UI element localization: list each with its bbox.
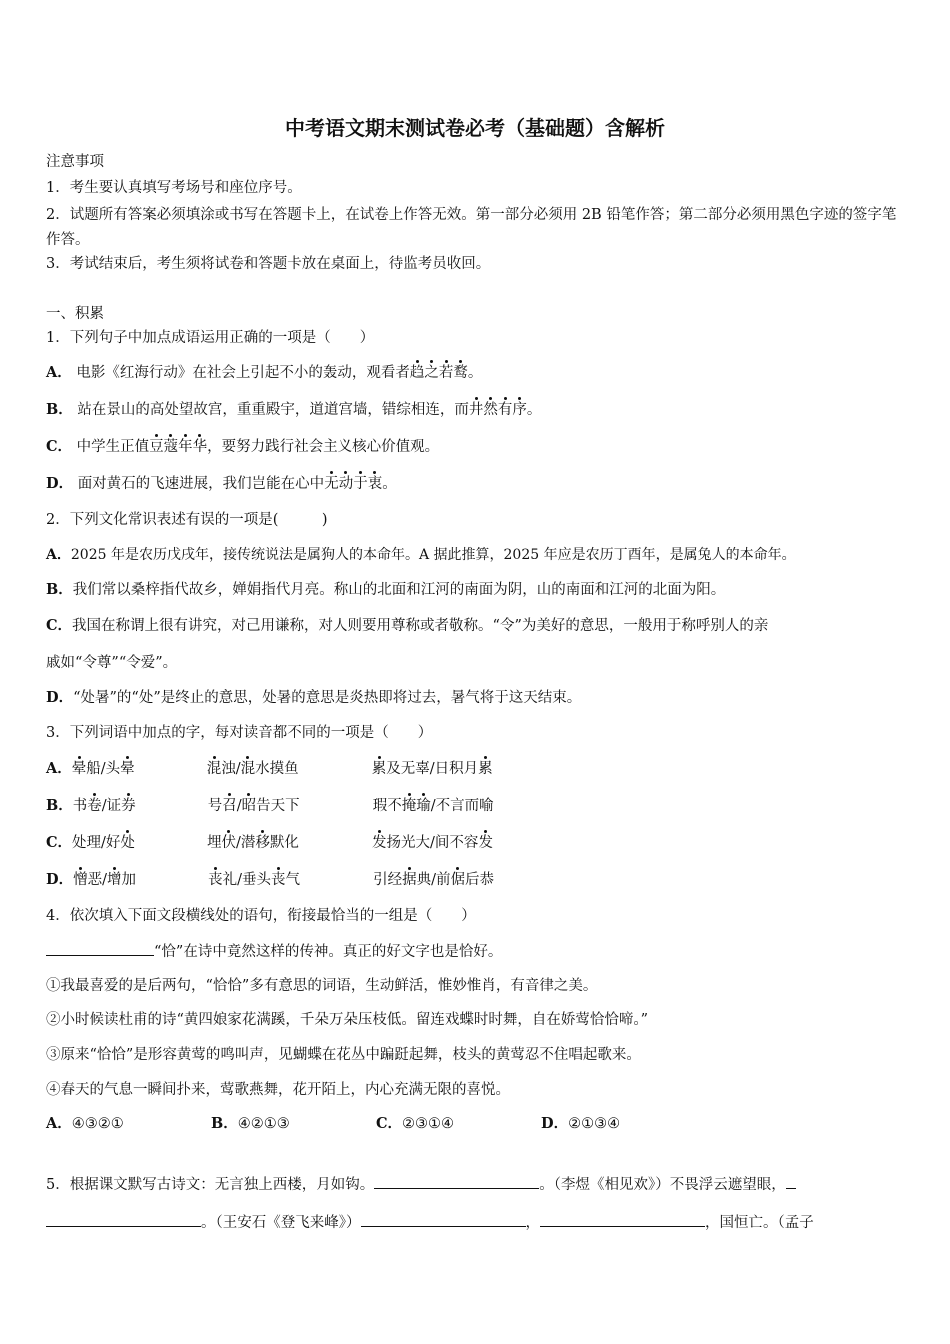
answer-blank[interactable] [540, 1212, 705, 1227]
q4-option-a: A．④③②① [46, 1115, 124, 1132]
q3-option-a: A．晕船/头晕 混浊/混水摸鱼 累及无辜/日积月累 [46, 760, 493, 777]
q4-stem: 4．依次填入下面文段横线处的语句，衔接最恰当的一组是（ ） [46, 908, 476, 924]
q2-option-c: C．我国在称谓上很有讲究，对己用谦称，对人则要用尊称或者敬称。“令”为美好的意思，一般用于称呼别人的亲 [46, 617, 769, 634]
q2-option-a: A．2025 年是农历戊戌年，接传统说法是属狗人的本命年。A 据此推算，2025 年应是农历丁酉年，是属兔人的本命年。 [46, 547, 796, 563]
q4-sentence-3: ③原来“恰恰”是形容黄莺的鸣叫声，见蝴蝶在花丛中蹁跹起舞，枝头的黄莺忍不住唱起歌来。 [46, 1047, 641, 1063]
q2-option-c-cont: 戚如“令尊”“令爱”。 [46, 655, 178, 671]
option-label: D． [46, 475, 74, 492]
notice-heading: 注意事项 [46, 154, 104, 170]
option-label: B． [46, 401, 73, 418]
q5-line-2: 。（王安石《登飞来峰》） ， ，国恒亡。（孟子 [46, 1212, 814, 1233]
q3-option-c: C．处理/好处 埋伏/潜移默化 发扬光大/间不容发 [46, 834, 493, 851]
q2-stem: 2．下列文化常识表述有误的一项是( ) [46, 512, 328, 528]
answer-blank[interactable] [46, 941, 154, 956]
notice-item-2: 2．试题所有答案必须填涂或书写在答题卡上，在试卷上作答无效。第一部分必须用 2B 铅笔作答；第二部分必须用黑色字迹的签字笔作答。 [46, 207, 897, 248]
q1-option-c: C． 中学生正值豆蔻年华，要努力践行社会主义核心价值观。 [46, 438, 440, 455]
page-title: 中考语文期末测试卷必考（基础题）含解析 [285, 116, 665, 140]
q4-options [46, 1114, 706, 1134]
notice-item-3: 3．考试结束后，考生须将试卷和答题卡放在桌面上，待监考员收回。 [46, 256, 491, 272]
option-label: A． [46, 364, 72, 381]
q3-option-b: B．书卷/证券 号召/昭告天下 瑕不掩瑜/不言而喻 [46, 797, 494, 814]
q4-option-c: C．②③①④ [376, 1115, 455, 1132]
q4-sentence-4: ④春天的气息一瞬间扑来，莺歌燕舞，花开陌上，内心充满无限的喜悦。 [46, 1082, 510, 1098]
q3-stem: 3．下列词语中加点的字，每对读音都不同的一项是（ ） [46, 725, 433, 741]
notice-item-1: 1．考生要认真填写考场号和座位序号。 [46, 180, 302, 196]
q1-option-a: A． 电影《红海行动》在社会上引起不小的轰动，观看者趋之若鹜。 [46, 364, 483, 381]
q1-option-b: B． 站在景山的高处望故宫，重重殿宇，道道宫墙，错综相连，而井然有序。 [46, 401, 542, 418]
q4-sentence-2: ②小时候读杜甫的诗“黄四娘家花满蹊，千朵万朵压枝低。留连戏蝶时时舞，自在娇莺恰恰啼。” [46, 1012, 649, 1028]
q1-option-d: D． 面对黄石的飞速进展，我们岂能在心中无动于衷。 [46, 475, 397, 492]
q3-option-d: D．憎恶/增加 丧礼/垂头丧气 引经据典/前倨后恭 [46, 871, 494, 888]
answer-blank[interactable] [374, 1174, 539, 1189]
q4-sentence-1: ①我最喜爱的是后两句，“恰恰”多有意思的词语，生动鲜活，惟妙惟肖，有音律之美。 [46, 978, 598, 994]
q4-option-b: B．④②①③ [211, 1115, 290, 1132]
q2-option-d: D．“处暑”的“处”是终止的意思，处暑的意思是炎热即将过去，暑气将于这天结束。 [46, 689, 582, 706]
section-heading: 一、积累 [46, 306, 104, 322]
q4-lead: “恰”在诗中竟然这样的传神。真正的好文字也是恰好。 [46, 941, 502, 962]
q4-option-d: D．②①③④ [541, 1115, 621, 1132]
q1-stem: 1．下列句子中加点成语运用正确的一项是（ ） [46, 330, 375, 346]
q5-line-1: 5．根据课文默写古诗文：无言独上西楼，月如钩。 。（李煜《相见欢》）不畏浮云遮望眼， [46, 1174, 796, 1195]
option-label: C． [46, 438, 73, 455]
answer-blank[interactable] [46, 1212, 201, 1227]
answer-blank[interactable] [361, 1212, 526, 1227]
answer-blank[interactable] [786, 1174, 796, 1189]
q2-option-b: B．我们常以桑梓指代故乡，婵娟指代月亮。称山的北面和江河的南面为阴，山的南面和江河的北面为阳。 [46, 581, 726, 598]
